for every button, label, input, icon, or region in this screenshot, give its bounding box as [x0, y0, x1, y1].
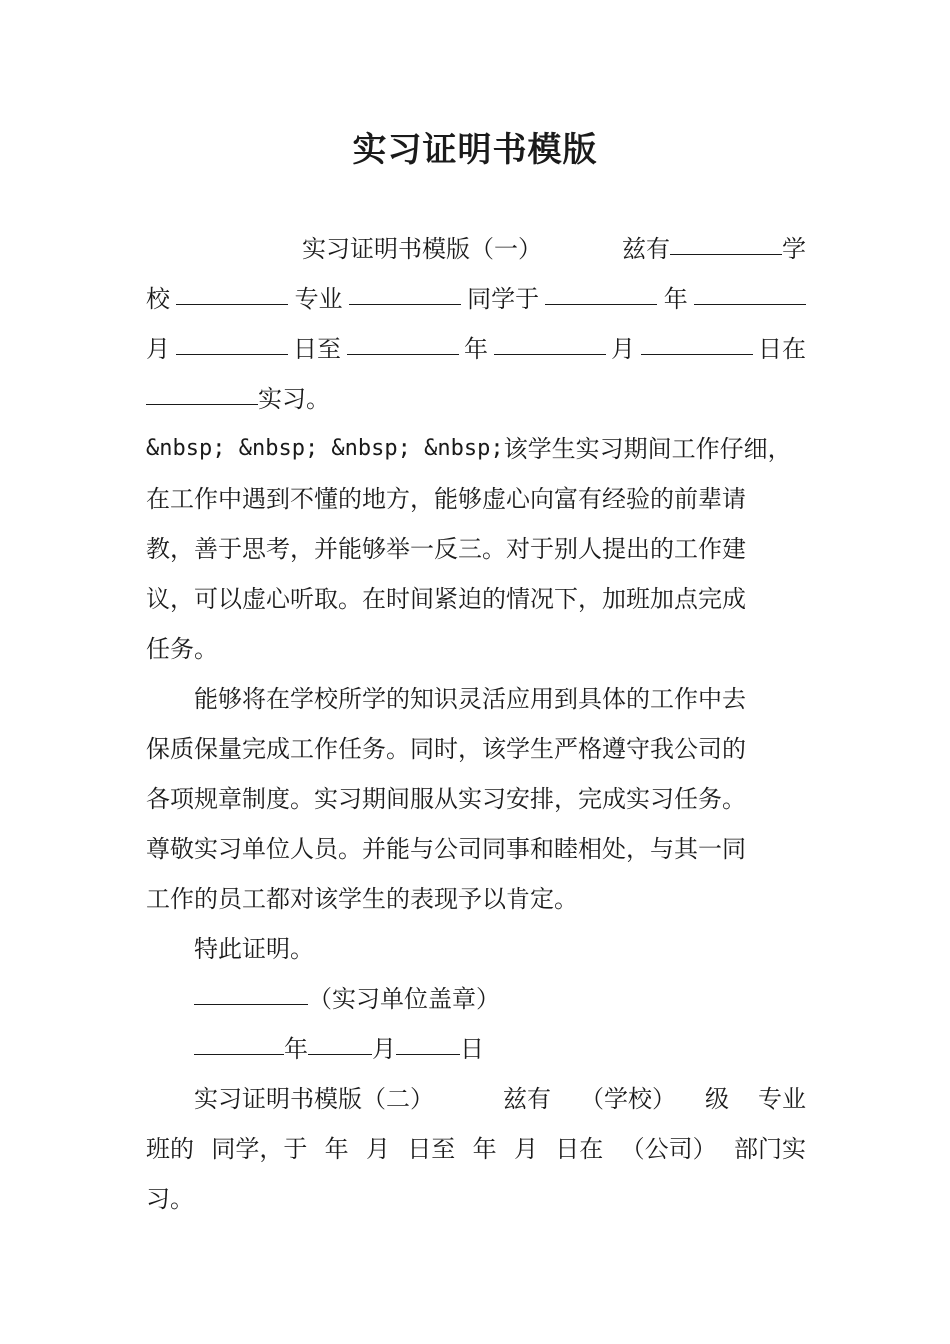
para2-prefix: &nbsp; &nbsp; &nbsp; &nbsp; [146, 436, 504, 461]
label-rizai: 日在 [758, 335, 806, 363]
para2-line3 [146, 524, 806, 574]
seal-line [146, 974, 806, 1024]
para3-line1 [146, 674, 806, 724]
blank-end-month [494, 324, 606, 355]
document-body [146, 224, 806, 1224]
template2-line2 [146, 1124, 806, 1174]
para2-line1-text: 该学生实习期间工作仔细， [503, 435, 792, 463]
label-yue-2: 月 [611, 335, 635, 363]
para3-line3 [146, 774, 806, 824]
date-line [146, 1024, 806, 1074]
t2-dept: 部门实 [733, 1135, 806, 1163]
document-title: 实习证明书模版 [352, 130, 598, 170]
closing-line [146, 924, 806, 974]
date-day-label: 日 [460, 1035, 484, 1063]
t2-year2: 年 [472, 1135, 497, 1163]
t2-day-to: 日至 [407, 1135, 456, 1163]
blank-major [176, 274, 288, 305]
blank-start-day [176, 324, 288, 355]
t2-grade: 级 [705, 1085, 729, 1113]
blank-start-month [694, 274, 806, 305]
t2-ziyou: 兹有 [503, 1085, 551, 1113]
blank-sign-year [194, 1024, 284, 1055]
t2-major: 专业 [758, 1085, 806, 1113]
template1-line3 [146, 324, 806, 374]
t2-end: 习。 [146, 1185, 194, 1213]
blank-student [349, 274, 461, 305]
para2-line2-text: 在工作中遇到不懂的地方，能够虚心向富有经验的前辈请 [146, 485, 746, 513]
para3-line5-text: 工作的员工都对该学生的表现予以肯定。 [146, 885, 578, 913]
closing-text: 特此证明。 [194, 935, 314, 963]
para3-line2-text: 保质保量完成工作任务。同时，该学生严格遵守我公司的 [146, 735, 746, 763]
para2-line4 [146, 574, 806, 624]
date-year-label: 年 [284, 1035, 308, 1063]
t2-month2: 月 [513, 1135, 538, 1163]
para2-line1 [146, 424, 806, 474]
para3-line2 [146, 724, 806, 774]
para3-line4-text: 尊敬实习单位人员。并能与公司同事和睦相处，与其一同 [146, 835, 746, 863]
label-shixi: 实习。 [258, 385, 330, 413]
label-zhuanye: 专业 [294, 285, 343, 313]
para2-line5-text: 任务。 [146, 635, 218, 663]
t2-school: （学校） [580, 1085, 676, 1113]
seal-text: （实习单位盖章） [308, 985, 500, 1013]
label-yue: 月 [146, 335, 170, 363]
t2-class: 班的 [146, 1135, 194, 1163]
template1-line2 [146, 274, 806, 324]
blank-school [670, 224, 782, 255]
t2-month1: 月 [365, 1135, 390, 1163]
label-nian: 年 [663, 285, 688, 313]
label-ziyou: 兹有 [622, 235, 670, 263]
label-tongxueyu: 同学于 [467, 285, 540, 313]
template2-line3 [146, 1174, 806, 1224]
template1-line4 [146, 374, 806, 424]
para3-line4 [146, 824, 806, 874]
t2-student: 同学，于 [211, 1135, 308, 1163]
label-xue: 学 [782, 235, 806, 263]
template1-heading: 实习证明书模版（一） [302, 235, 542, 263]
blank-end-day [641, 324, 753, 355]
para3-line1-text: 能够将在学校所学的知识灵活应用到具体的工作中去 [194, 685, 746, 713]
blank-company [146, 374, 258, 405]
label-rizhi: 日至 [293, 335, 341, 363]
para2-line5 [146, 624, 806, 674]
label-nian-2: 年 [464, 335, 488, 363]
para2-line4-text: 议，可以虚心听取。在时间紧迫的情况下，加班加点完成 [146, 585, 746, 613]
blank-sign-month [308, 1024, 372, 1055]
label-xiao: 校 [146, 285, 170, 313]
blank-end-year [347, 324, 459, 355]
template1-line1-tail [622, 224, 806, 274]
template2-line1 [146, 1074, 806, 1124]
blank-start-year [545, 274, 657, 305]
template1-line1 [146, 224, 806, 274]
template2-heading: 实习证明书模版（二） [194, 1085, 434, 1113]
para3-line5 [146, 874, 806, 924]
t2-company: （公司） [620, 1135, 717, 1163]
blank-sign-day [396, 1024, 460, 1055]
t2-day-at: 日在 [555, 1135, 604, 1163]
para2-line2 [146, 474, 806, 524]
para3-line3-text: 各项规章制度。实习期间服从实习安排，完成实习任务。 [146, 785, 746, 813]
date-month-label: 月 [372, 1035, 396, 1063]
para2-line3-text: 教，善于思考，并能够举一反三。对于别人提出的工作建 [146, 535, 746, 563]
blank-seal [194, 974, 308, 1005]
t2-year1: 年 [324, 1135, 349, 1163]
